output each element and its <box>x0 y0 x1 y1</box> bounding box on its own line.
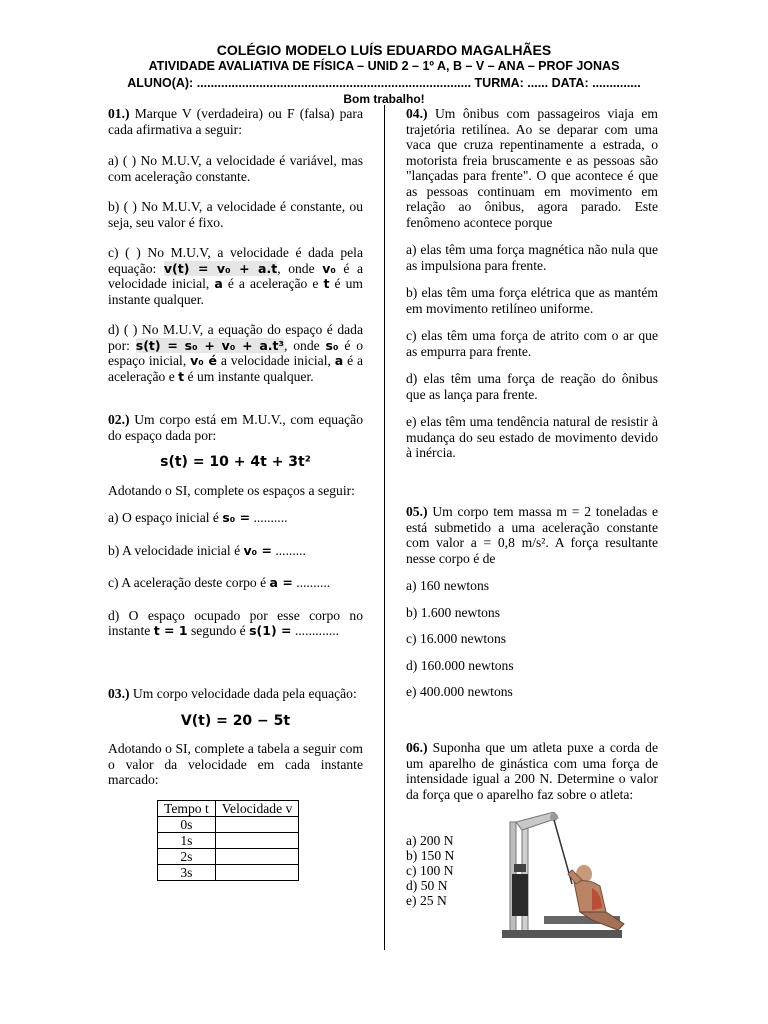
velocity-cell[interactable] <box>215 816 299 832</box>
q4-option-d: d) elas têm uma força de reação do ônibus que as lança para frente. <box>406 371 658 402</box>
question-3 <box>108 686 363 881</box>
q2-number: 02.) <box>108 412 130 427</box>
q5-option-a: a) 160 newtons <box>406 578 490 593</box>
q5-option-c: c) 16.000 newtons <box>406 631 507 646</box>
table-row: 0s <box>158 816 299 832</box>
table-row: 2s <box>158 848 299 864</box>
q6-options <box>406 833 486 908</box>
q4-option-c: c) elas têm uma força de atrito com o ar que as empurra para frente. <box>406 328 658 359</box>
q1-option-c: c) ( ) No M.U.V, a velocidade é dada pela equação: v(t) = v₀ + a.t, onde v₀ é a velocidade inicial, a é a aceleração e t é um instante qualquer. <box>108 245 364 307</box>
q1-option-b: b) ( ) No M.U.V, a velocidade é constante, ou seja, seu valor é fixo. <box>108 199 363 230</box>
q4-option-a: a) elas têm uma força magnética não nula que as impulsiona para frente. <box>406 242 658 273</box>
q2-item-c: c) A aceleração deste corpo é a = .......... <box>108 575 331 590</box>
velocity-cell[interactable] <box>215 832 299 848</box>
q6-prompt: Suponha que um atleta puxe a corda de um aparelho de ginástica com uma força de intensidade igual a 200 N. Determine o valor da força que o aparelho faz sobre o atleta: <box>406 740 658 802</box>
question-5 <box>406 504 658 700</box>
q1-option-a: a) ( ) No M.U.V, a velocidade é variável, mas com aceleração constante. <box>108 153 363 184</box>
q6-option-c: c) 100 N <box>406 863 454 878</box>
q2-item-a: a) O espaço inicial é s₀ = .......... <box>108 510 288 525</box>
weight-top <box>514 864 526 872</box>
q3-number: 03.) <box>108 686 130 701</box>
q1-number: 01.) <box>108 106 130 121</box>
school-name: COLÉGIO MODELO LUÍS EDUARDO MAGALHÃES <box>216 42 552 58</box>
q1-option-d: d) ( ) No M.U.V, a equação do espaço é dada por: s(t) = s₀ + v₀ + a.t³, onde s₀ é o espaço inicial, v₀ é a velocidade inicial, a é a aceleração e t é um instante qualquer. <box>108 322 364 384</box>
q1-c-equation: v(t) = v₀ + a.t <box>163 260 278 276</box>
weight-stack <box>512 874 528 916</box>
table-row: 1s <box>158 832 299 848</box>
q2-instruction: Adotando o SI, complete os espaços a seguir: <box>108 482 355 498</box>
table-header-time: Tempo t <box>158 800 216 816</box>
activity-title: ATIVIDADE AVALIATIVA DE FÍSICA – UNID 2 – 1º A, B – V – ANA – PROF JONAS <box>148 59 620 73</box>
q1-prompt: Marque V (verdadeira) ou F (falsa) para cada afirmativa a seguir: <box>108 106 363 137</box>
q5-prompt: Um corpo tem massa m = 2 toneladas e está submetido a uma aceleração constante com valor a = 0,8 m/s². A força resultante nesse corpo é de <box>406 504 658 566</box>
q4-option-b: b) elas têm uma força elétrica que as mantém em movimento retilíneo uniforme. <box>406 285 658 316</box>
question-1 <box>108 106 363 384</box>
q3-equation: V(t) = 20 − 5t <box>180 712 291 729</box>
q6-option-a: a) 200 N <box>406 833 454 848</box>
question-4 <box>406 106 658 461</box>
q5-option-d: d) 160.000 newtons <box>406 657 514 673</box>
q2-prompt: Um corpo está em M.U.V., com equação do espaço dada por: <box>108 412 363 443</box>
q5-option-e: e) 400.000 newtons <box>406 684 513 699</box>
q5-number: 05.) <box>406 504 428 519</box>
question-6 <box>406 740 658 802</box>
q6-option-e: e) 25 N <box>406 893 447 908</box>
velocity-cell[interactable] <box>215 848 299 864</box>
q6-option-d: d) 50 N <box>406 878 448 893</box>
q2-item-b: b) A velocidade inicial é v₀ = ......... <box>108 542 306 558</box>
q4-option-e: e) elas têm uma tendência natural de resistir à mudança do seu estado de movimento devido à inércia. <box>406 414 658 460</box>
table-header-velocity: Velocidade v <box>215 800 299 816</box>
q4-prompt: Um ônibus com passageiros viaja em trajetória retilínea. Ao se deparar com uma vaca que cruza repentinamente a estrada, o motorista freia bruscamente e as pessoas são "lançadas para frente". O que acontece é que as pessoas continuam em movimento em relação ao ônibus, agora parado. Este fenômeno acontece porque <box>406 106 658 230</box>
q6-number: 06.) <box>406 740 428 755</box>
q6-option-b: b) 150 N <box>406 848 455 863</box>
athlete-torso <box>574 881 606 915</box>
question-2 <box>108 412 363 639</box>
q3-instruction: Adotando o SI, complete a tabela a seguir com o valor da velocidade em cada instante marcado: <box>108 741 363 787</box>
student-line: ALUNO(A): ............................................................................... TURMA: ...... DATA: .............. <box>127 76 641 90</box>
lat-pulldown-illustration <box>496 812 638 942</box>
velocity-cell[interactable] <box>215 864 299 880</box>
q2-item-d: d) O espaço ocupado por esse corpo no instante t = 1 segundo é s(1) = ............. <box>108 607 363 638</box>
greeting: Bom trabalho! <box>343 92 425 106</box>
q4-number: 04.) <box>406 106 428 121</box>
q3-prompt: Um corpo velocidade dada pela equação: <box>129 686 357 701</box>
q5-option-b: b) 1.600 newtons <box>406 604 501 620</box>
q1-d-equation: s(t) = s₀ + v₀ + a.t³ <box>135 337 285 353</box>
pulley <box>550 813 558 821</box>
table-row: 3s <box>158 864 299 880</box>
q2-equation: s(t) = 10 + 4t + 3t² <box>160 454 311 470</box>
velocity-table <box>157 800 299 881</box>
machine-base <box>502 930 622 938</box>
column-divider <box>384 105 385 950</box>
